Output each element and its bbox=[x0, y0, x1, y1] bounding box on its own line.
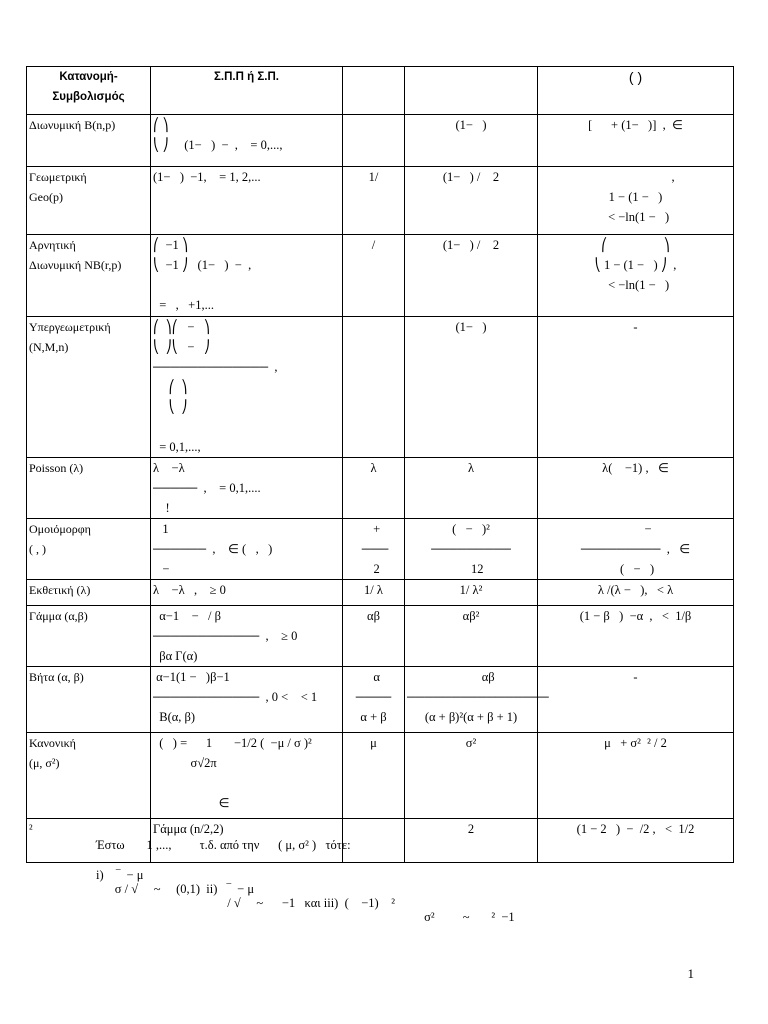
mean-formula bbox=[343, 733, 405, 819]
header-mgf: ( ) bbox=[538, 67, 734, 115]
mgf-formula-text: [ + (1− )] , ∈ bbox=[588, 118, 683, 132]
variance-formula bbox=[405, 235, 538, 317]
mean-formula bbox=[343, 606, 405, 667]
table-row bbox=[27, 606, 734, 667]
mgf-formula bbox=[538, 167, 734, 235]
footer-statement: Έστω 1 ,..., τ.δ. από την ( μ, σ² ) τότε: bbox=[96, 838, 351, 852]
table-row bbox=[27, 235, 734, 317]
mean-formula bbox=[343, 519, 405, 580]
pmf-formula bbox=[151, 235, 343, 317]
pmf-formula bbox=[151, 458, 343, 519]
table-row bbox=[27, 167, 734, 235]
variance-formula-text: 1/ λ² bbox=[459, 583, 483, 597]
pmf-formula-text: ⎛ −1 ⎞ ⎝ −1 ⎠ (1− ) − , = , +1,... bbox=[153, 238, 252, 312]
distribution-name bbox=[27, 235, 151, 317]
distribution-name-text: Εκθετική (λ) bbox=[29, 583, 91, 597]
table-row bbox=[27, 317, 734, 458]
mgf-formula bbox=[538, 580, 734, 606]
pmf-formula-text: ( ) = 1 −1/2 ( −μ / σ )² σ√2π ∈ bbox=[159, 736, 312, 810]
pmf-formula-text: α−1(1 − )β−1 ──────────── , 0 < < 1 Β(α, β) bbox=[153, 670, 318, 724]
distribution-table bbox=[26, 66, 734, 863]
variance-formula-text: σ² bbox=[465, 736, 477, 750]
mgf-formula-text: − ───────── , ∈ ( − ) bbox=[580, 522, 691, 576]
distribution-name bbox=[27, 458, 151, 519]
pmf-formula-text: (1− ) −1, = 1, 2,... bbox=[153, 170, 261, 184]
header-distribution: Κατανομή- Συμβολισμός bbox=[27, 67, 151, 115]
variance-formula bbox=[405, 115, 538, 167]
mgf-formula bbox=[538, 115, 734, 167]
pmf-formula-text: λ −λ , ≥ 0 bbox=[153, 583, 226, 597]
mean-formula bbox=[343, 235, 405, 317]
table-row bbox=[27, 580, 734, 606]
header-mean bbox=[343, 67, 405, 115]
distribution-name bbox=[27, 733, 151, 819]
variance-formula-text: ( − )² ───────── 12 bbox=[431, 522, 511, 576]
mean-formula bbox=[343, 317, 405, 458]
mgf-formula bbox=[538, 606, 734, 667]
distribution-name-text: Γεωμετρική Geo(p) bbox=[29, 170, 87, 204]
mean-formula bbox=[343, 580, 405, 606]
pmf-formula-text: λ −λ ───── , = 0,1,.... ! bbox=[153, 461, 261, 515]
mgf-formula-text: μ + σ² ² / 2 bbox=[604, 736, 667, 750]
header-pmf: Σ.Π.Π ή Σ.Π. bbox=[151, 67, 343, 115]
mgf-formula bbox=[538, 458, 734, 519]
mgf-formula bbox=[538, 235, 734, 317]
distribution-name bbox=[27, 606, 151, 667]
pmf-formula bbox=[151, 167, 343, 235]
variance-formula-text: αβ ──────────────── (α + β)²(α + β + 1) bbox=[407, 670, 549, 724]
distribution-name-text: Βήτα (α, β) bbox=[29, 670, 84, 684]
mean-formula-text: 1/ λ bbox=[364, 583, 383, 597]
footer-results: i) ‾ − μ σ / √ ~ (0,1) ii) ‾ − μ / √ ~ −1 και iii) ( −1) ² σ² ~ ² −1 bbox=[96, 868, 515, 924]
distribution-name-text: Ομοιόμορφη ( , ) bbox=[29, 522, 91, 556]
mean-formula-text: 1/ bbox=[368, 170, 379, 184]
distribution-name-text: Γάμμα (α,β) bbox=[29, 609, 88, 623]
mean-formula bbox=[343, 115, 405, 167]
table-row bbox=[27, 115, 734, 167]
pmf-formula-text: Γάμμα (n/2,2) bbox=[153, 822, 224, 836]
distribution-name-text: Υπεργεωμετρική (N,M,n) bbox=[29, 320, 111, 354]
variance-formula bbox=[405, 667, 549, 733]
mean-formula-text: αβ bbox=[367, 609, 380, 623]
distribution-name-text: Διωνυμική Β(n,p) bbox=[29, 118, 116, 132]
distribution-name bbox=[27, 667, 151, 733]
mean-formula bbox=[343, 458, 405, 519]
mean-formula-text: μ bbox=[370, 736, 377, 750]
variance-formula-text: (1− ) bbox=[455, 118, 487, 132]
mgf-formula-text: - bbox=[633, 670, 638, 684]
variance-formula bbox=[405, 733, 538, 819]
mgf-formula bbox=[538, 317, 734, 458]
distribution-name-text: Κανονική (μ, σ²) bbox=[29, 736, 76, 770]
mean-formula-text: / bbox=[371, 238, 376, 252]
mgf-formula-text: ⎛ ⎞ ⎝ 1 − (1 − ) ⎠ , < −ln(1 − ) bbox=[594, 238, 677, 292]
mgf-formula bbox=[538, 519, 734, 580]
mgf-formula-text: λ /(λ − ), < λ bbox=[597, 583, 674, 597]
distribution-name bbox=[27, 580, 151, 606]
variance-formula bbox=[405, 519, 538, 580]
mean-formula-text: α ──── α + β bbox=[355, 670, 392, 724]
distribution-name bbox=[27, 317, 151, 458]
variance-formula bbox=[405, 167, 538, 235]
mgf-formula-text: (1 − 2 ) − /2 , < 1/2 bbox=[576, 822, 695, 836]
pmf-formula-text: ⎛ ⎞ ⎝ ⎠ (1− ) − , = 0,..., bbox=[153, 118, 283, 152]
pmf-formula-text: ⎛ ⎞⎛ − ⎞ ⎝ ⎠⎝ − ⎠ ───────────── , ⎛ ⎞ ⎝ ⎠ = 0,1,..., bbox=[153, 320, 278, 454]
mean-formula bbox=[343, 667, 405, 733]
variance-formula-text: (1− ) / 2 bbox=[442, 170, 500, 184]
pmf-formula bbox=[151, 317, 343, 458]
distribution-name-text: ² bbox=[29, 822, 33, 836]
mgf-formula-text: λ( −1) , ∈ bbox=[602, 461, 669, 475]
table-row bbox=[27, 667, 734, 733]
pmf-formula bbox=[151, 733, 343, 819]
pmf-formula-text: α−1 − / β ──────────── , ≥ 0 βα Γ(α) bbox=[153, 609, 298, 663]
distribution-name bbox=[27, 167, 151, 235]
mgf-formula-text: , 1 − (1 − ) < −ln(1 − ) bbox=[608, 170, 675, 224]
mean-formula-text: + ─── 2 bbox=[361, 522, 389, 576]
mgf-formula bbox=[538, 819, 734, 863]
distribution-name-text: Poisson (λ) bbox=[29, 461, 84, 475]
mgf-formula bbox=[538, 733, 734, 819]
variance-formula bbox=[405, 317, 538, 458]
variance-formula-text: (1− ) bbox=[455, 320, 487, 334]
variance-formula-text: 2 bbox=[467, 822, 475, 836]
header-variance bbox=[405, 67, 538, 115]
pmf-formula bbox=[151, 606, 343, 667]
mean-formula bbox=[343, 819, 405, 863]
distribution-name-text: Αρνητική Διωνυμική ΝΒ(r,p) bbox=[29, 238, 122, 272]
variance-formula bbox=[405, 606, 538, 667]
mean-formula bbox=[343, 167, 405, 235]
table-header-row bbox=[27, 67, 734, 115]
variance-formula bbox=[405, 580, 538, 606]
pmf-formula bbox=[151, 580, 343, 606]
distribution-name bbox=[27, 115, 151, 167]
pmf-formula bbox=[151, 115, 343, 167]
table-row bbox=[27, 458, 734, 519]
table-row bbox=[27, 519, 734, 580]
mgf-formula bbox=[538, 667, 734, 733]
pmf-formula bbox=[151, 667, 343, 733]
variance-formula-text: αβ² bbox=[462, 609, 480, 623]
variance-formula-text: λ bbox=[467, 461, 475, 475]
pmf-formula bbox=[151, 519, 343, 580]
mgf-formula-text: (1 − β ) −α , < 1/β bbox=[579, 609, 692, 623]
table-row bbox=[27, 733, 734, 819]
distribution-name bbox=[27, 519, 151, 580]
mgf-formula-text: - bbox=[633, 320, 638, 334]
variance-formula bbox=[405, 819, 538, 863]
variance-formula bbox=[405, 458, 538, 519]
pmf-formula-text: 1 ────── , ∈ ( , ) − bbox=[153, 522, 273, 576]
page-number: 1 bbox=[687, 966, 694, 981]
variance-formula-text: (1− ) / 2 bbox=[442, 238, 500, 252]
mean-formula-text: λ bbox=[370, 461, 377, 475]
